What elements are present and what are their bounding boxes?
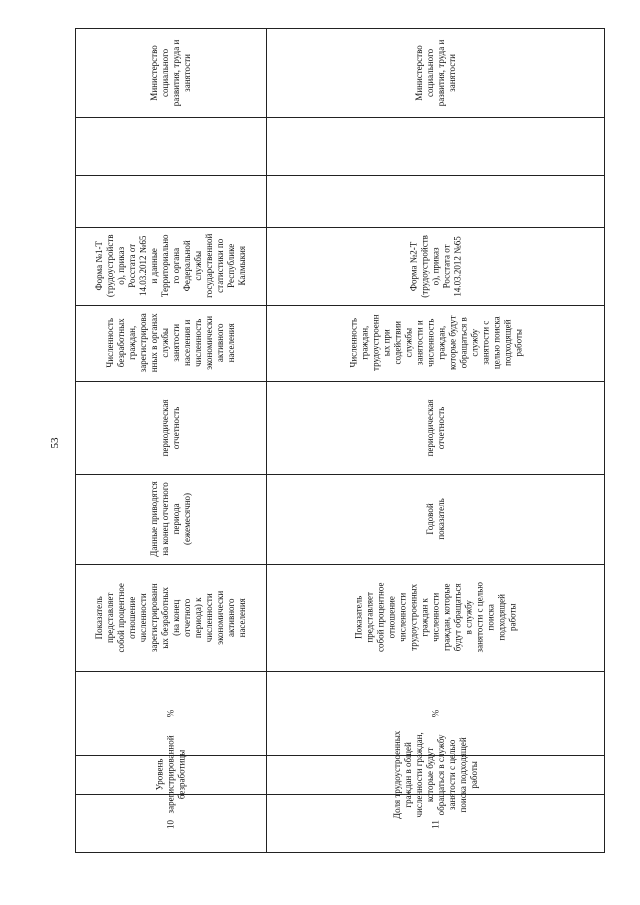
responsible-text: Министерство социального развития, труда и занятости xyxy=(149,39,192,107)
reporting-text: периодическая отчетность xyxy=(425,399,446,456)
number-text: 10 xyxy=(165,819,176,829)
number-text: 11 xyxy=(430,819,441,829)
periodicity-text: Годовой показатель xyxy=(425,498,446,540)
periodicity-cell xyxy=(76,474,266,564)
col9-cell xyxy=(76,117,266,175)
base-indicators-cell xyxy=(266,305,606,381)
source-cell xyxy=(76,227,266,305)
name-cell xyxy=(76,735,266,814)
name-cell xyxy=(266,730,606,819)
responsible-cell xyxy=(76,29,266,117)
col8-cell xyxy=(76,175,266,227)
unit-text: % xyxy=(430,709,441,717)
definition-cell xyxy=(76,564,266,671)
reporting-cell xyxy=(76,381,266,474)
unit-text: % xyxy=(165,709,176,717)
definition-cell xyxy=(266,564,606,671)
name-text: Доля трудоустроенных граждан в общей численности граждан, которые будут обращаться в службу занятости с целью поиска подходящей работы xyxy=(392,730,479,819)
responsible-text: Министерство социального развития, труда и занятости xyxy=(414,39,457,107)
base-indicators-cell xyxy=(76,305,266,381)
reporting-cell xyxy=(266,381,606,474)
source-text: Форма №2-Т (трудоустройств о), приказ Росстата от 14.03.2012 №65 xyxy=(408,234,463,298)
page-number: 53 xyxy=(49,437,61,449)
definition-text: Показатель представляет собой процентное отношение численности трудоустроенных граждан к численности граждан, которые будут обращаться в службу занятости с целью поиска подходящей работы xyxy=(353,582,518,653)
name-text: Уровень зарегистрированной безработицы xyxy=(154,735,187,814)
reporting-text: периодическая отчетность xyxy=(160,399,181,456)
source-text: Форма №1-Т (трудоустройств о), приказ Росстата от 14.03.2012 №65 и данные Территориально го органа Федеральной службы государственной статистики по Республике Калмыкия xyxy=(94,233,247,299)
base-indicators-text: Численность безработных граждан, зарегистрирова нных в органах службы занятости населения и численность экономически активного населения xyxy=(105,313,236,373)
number-cell xyxy=(266,794,606,854)
definition-text: Показатель представляет собой процентное отношение численности зарегистрированн ых безработных (на конец отчетного периода) к численности экономически активного населения xyxy=(94,582,247,653)
periodicity-cell xyxy=(266,474,606,564)
periodicity-text: Данные приводятся на конец отчетного периода (ежемесячно) xyxy=(149,481,192,557)
responsible-cell xyxy=(266,29,606,117)
indicator-table xyxy=(75,28,605,853)
number-cell xyxy=(76,794,266,854)
source-cell xyxy=(266,227,606,305)
base-indicators-text: Численность граждан, трудоустроенн ых при содействии службы занятости и численность граждан, которые будут обращаться в службу занятости с целью поиска подходящей работы xyxy=(348,314,523,372)
col8-cell xyxy=(266,175,606,227)
col9-cell xyxy=(266,117,606,175)
